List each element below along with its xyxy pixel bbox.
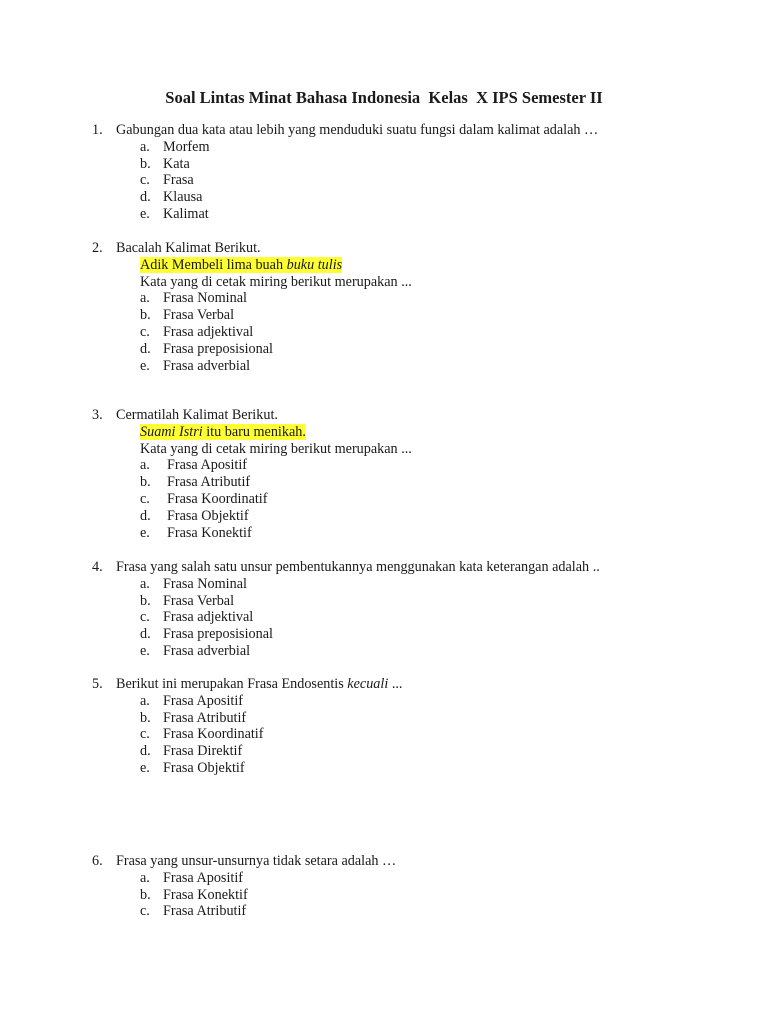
question-text-tail: ...: [388, 676, 403, 692]
question-prompt: Kata yang di cetak miring berikut merupakan ...: [140, 273, 412, 290]
question-6: [92, 853, 732, 920]
highlighted-sentence: Suami Istri itu baru menikah.: [140, 423, 306, 440]
question-number: 4.: [92, 559, 103, 575]
option-a: a. Frasa Apositif: [140, 869, 243, 886]
question-number: 2.: [92, 240, 103, 256]
option-c: c. Frasa Koordinatif: [140, 490, 268, 507]
option-e: e. Frasa adverbial: [140, 642, 251, 659]
question-number: 5.: [92, 676, 103, 692]
option-c: c. Frasa Atributif: [140, 903, 247, 920]
option-b: b. Frasa Verbal: [140, 307, 235, 324]
option-b: b. Frasa Konektif: [140, 886, 248, 903]
option-c: c. Frasa adjektival: [140, 323, 254, 340]
question-prompt: Kata yang di cetak miring berikut merupakan ...: [140, 440, 412, 457]
question-text: Berikut ini merupakan Frasa Endosentis: [116, 676, 348, 692]
option-d: d. Frasa preposisional: [140, 626, 273, 643]
option-b: b. Kata: [140, 155, 190, 172]
question-4: [92, 559, 732, 660]
option-a: a. Frasa Apositif: [140, 457, 247, 474]
option-a: a. Morfem: [140, 138, 210, 155]
question-2: [92, 240, 732, 374]
question-number: 3.: [92, 407, 103, 423]
question-text-italic: kecuali: [347, 676, 389, 692]
question-text: Cermatilah Kalimat Berikut.: [116, 407, 278, 423]
question-3: [92, 407, 732, 541]
option-c: c. Frasa Koordinatif: [140, 726, 264, 743]
question-text: Frasa yang unsur-unsurnya tidak setara adalah …: [116, 853, 397, 869]
option-e: e. Frasa Konektif: [140, 524, 252, 541]
question-number: 1.: [92, 122, 103, 138]
option-d: d. Frasa preposisional: [140, 340, 273, 357]
option-a: a. Frasa Nominal: [140, 575, 247, 592]
option-a: a. Frasa Apositif: [140, 692, 243, 709]
option-c: c. Frasa adjektival: [140, 609, 254, 626]
highlighted-sentence: Adik Membeli lima buah buku tulis: [140, 256, 343, 273]
option-b: b. Frasa Atributif: [140, 709, 247, 726]
option-e: e. Kalimat: [140, 205, 209, 222]
option-e: e. Frasa Objektif: [140, 759, 245, 776]
option-c: c. Frasa: [140, 172, 194, 189]
option-a: a. Frasa Nominal: [140, 290, 247, 307]
question-text: Frasa yang salah satu unsur pembentukannya menggunakan kata keterangan adalah ..: [116, 559, 600, 575]
option-b: b. Frasa Atributif: [140, 474, 251, 491]
question-5: [92, 676, 732, 777]
option-d: d. Klausa: [140, 189, 203, 206]
question-text: Gabungan dua kata atau lebih yang menduduki suatu fungsi dalam kalimat adalah …: [116, 122, 599, 138]
question-1: [92, 122, 732, 223]
option-b: b. Frasa Verbal: [140, 592, 235, 609]
option-d: d. Frasa Objektif: [140, 507, 249, 524]
option-d: d. Frasa Direktif: [140, 743, 243, 760]
document-title: Soal Lintas Minat Bahasa Indonesia Kelas X IPS Semester II: [165, 88, 603, 107]
question-number: 6.: [92, 853, 103, 869]
question-text: Bacalah Kalimat Berikut.: [116, 240, 261, 256]
option-e: e. Frasa adverbial: [140, 357, 251, 374]
